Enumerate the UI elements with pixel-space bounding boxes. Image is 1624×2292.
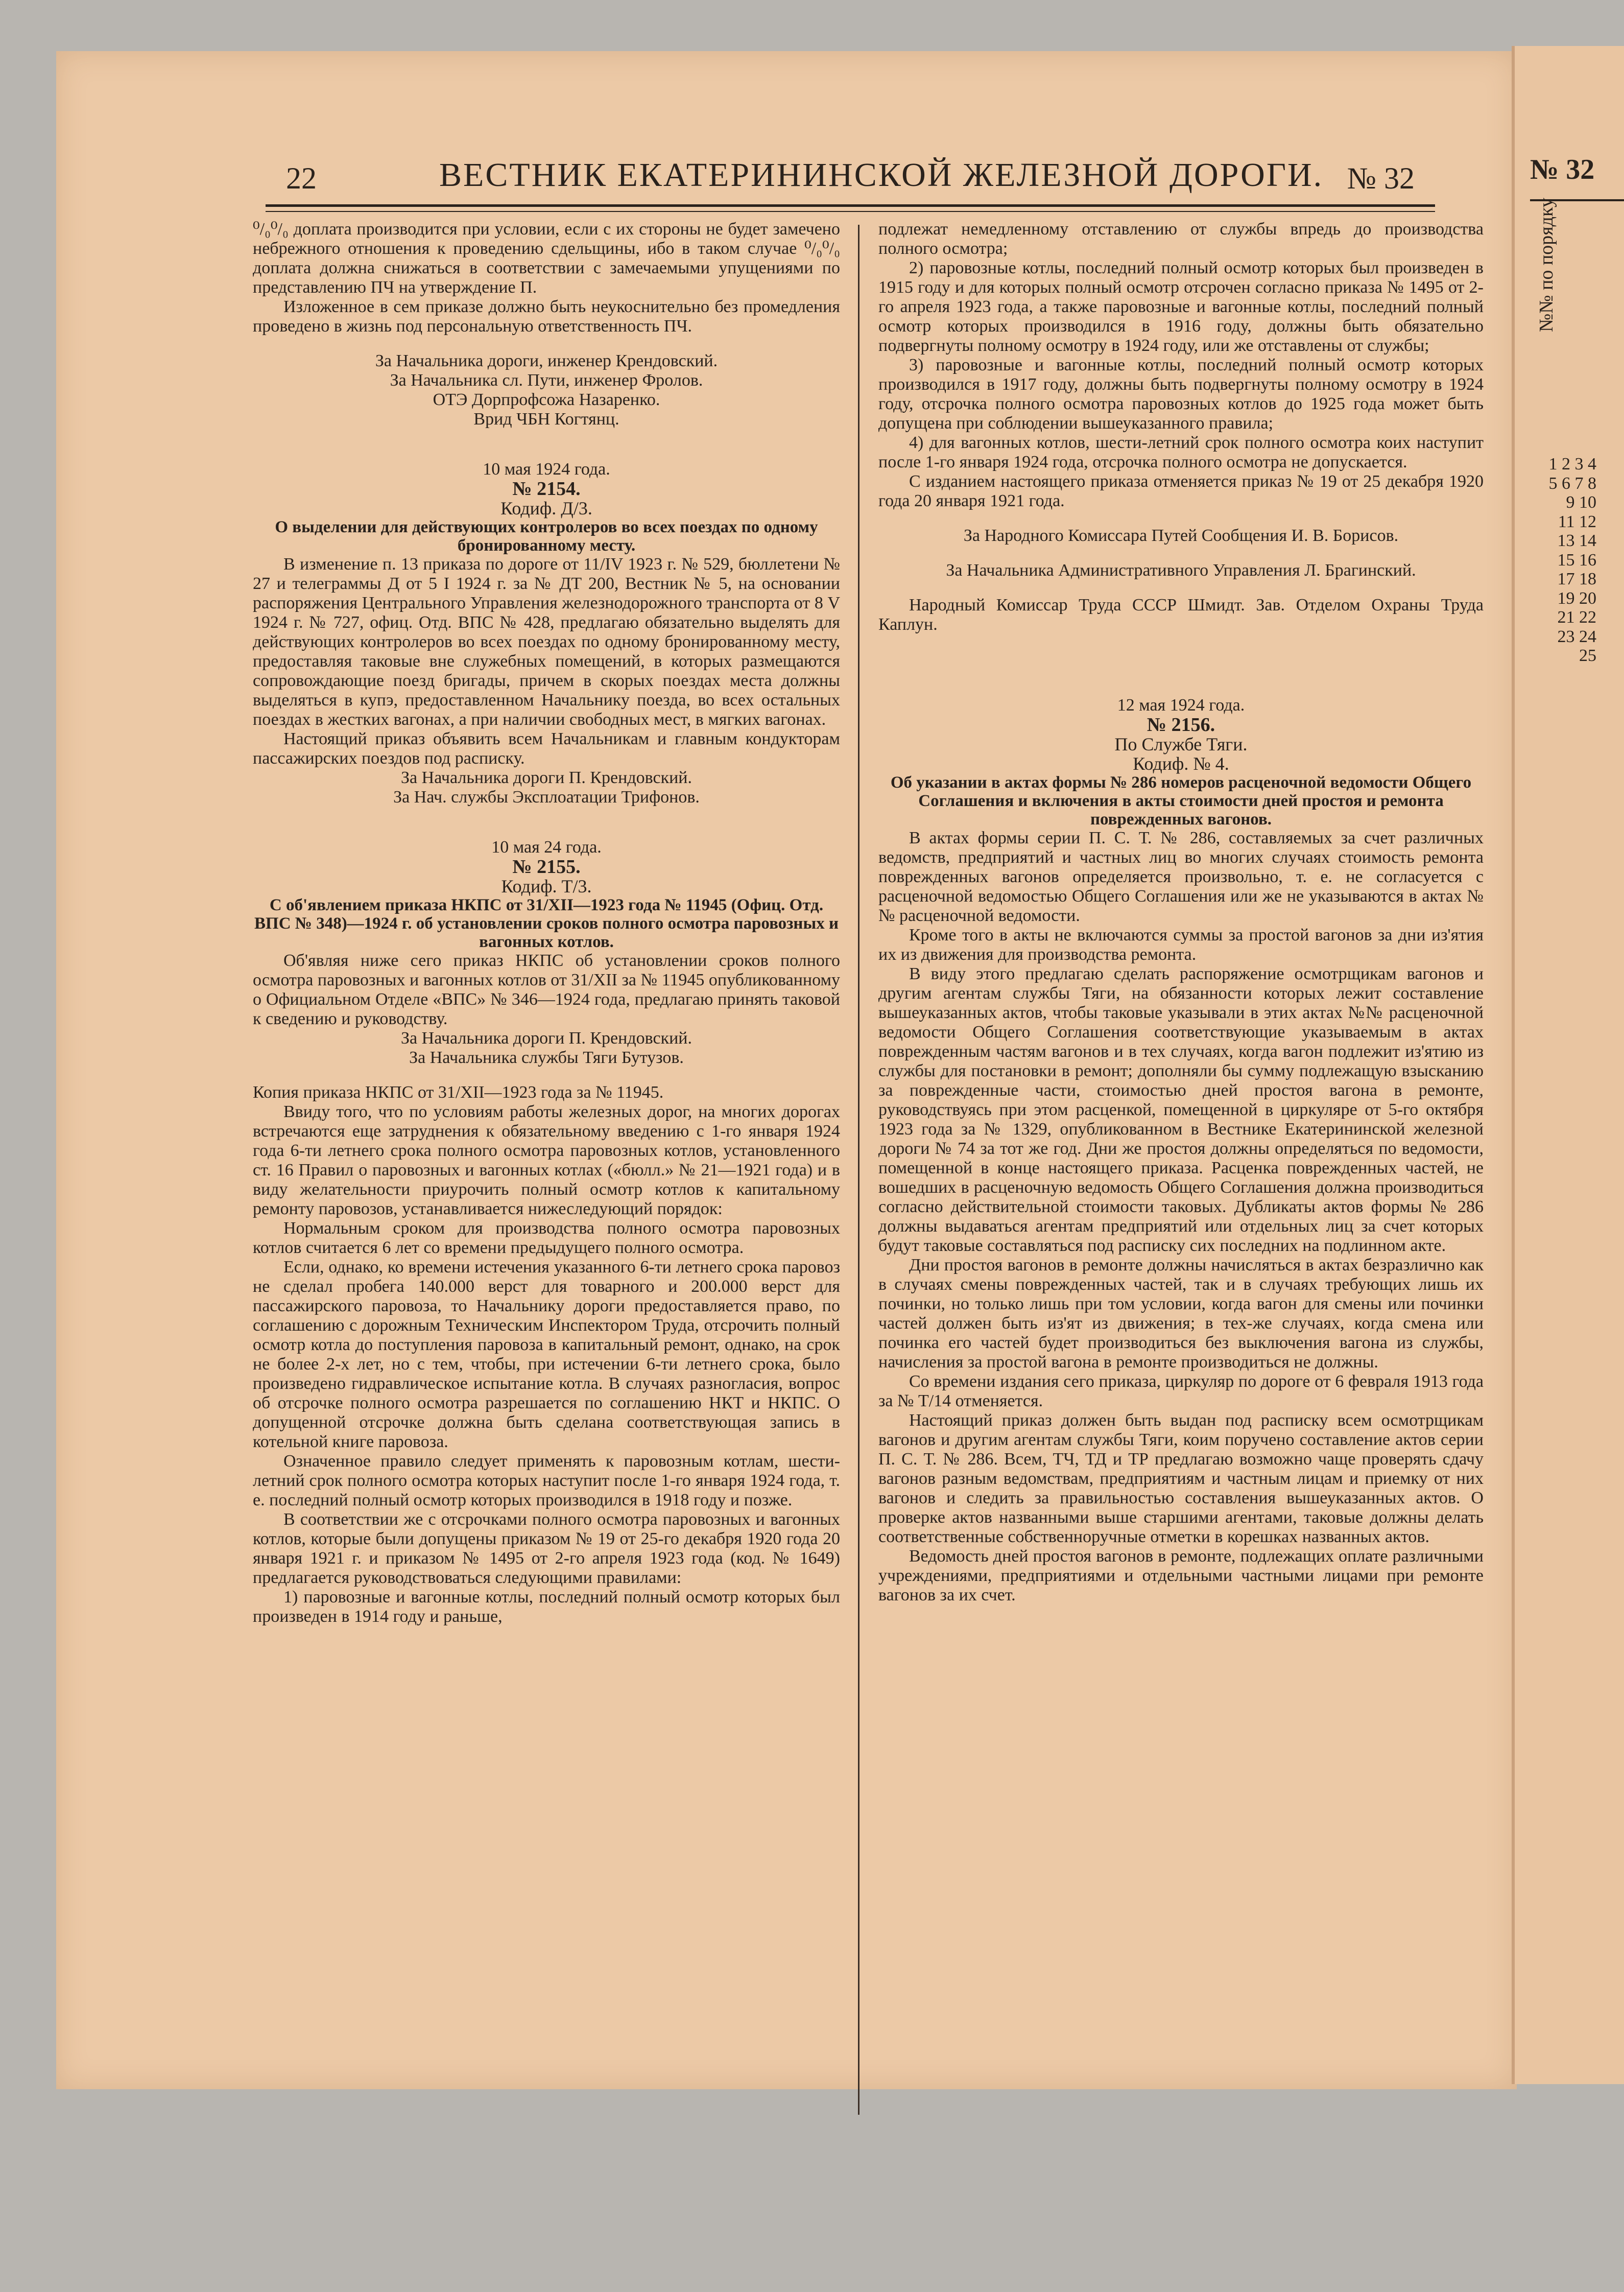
order-heading: О выделении для действующих контролеров во всех поездах по одному бронированному месту. [275,518,818,555]
paragraph: Нормальным сроком для производства полного осмотра паровозных котлов считается 6 лет со времени предыдущего полного осмотра. [253,1219,840,1257]
signature: За Начальника дороги П. Крендовский. [401,768,692,787]
order-number: № 2154. [512,478,581,500]
signature: За Начальника дороги, инженер Крендовский. [375,351,718,370]
paragraph: Если, однако, ко времени истечения указанного 6-ти летнего срока паровоз не сделал пробега 140.000 верст для товарного и 200.000 верст для пассажирского паровоза, то Начальнику дороги предоставляется право, по соглашению с дорожным Техническим Инспектором Труда, отсрочить полный осмотр котла до поступления паровоза в капитальный ремонт, однако, на срок не более 2-х лет, но с тем, чтобы, при истечении 6-ти летнего срока, было произведено гидравлическое испытание котла. В случаях разногласия, вопрос об отсрочке полного осмотра разрешается по соглашению НКТ и НКПС. О допущенной отсрочке должна быть сделана соответствующая запись в котельной книге паровоза. [253,1258,840,1451]
page-title: ВЕСТНИК ЕКАТЕРИНИНСКОЙ ЖЕЛЕЗНОЙ ДОРОГИ. [439,156,1324,194]
order-heading: С об'явлением приказа НКПС от 31/XII—1923 года № 11945 (Офиц. Отд. ВПС № 348)—1924 г. об установлении сроков полного осмотра паровозных и вагонных котлов. [254,896,839,951]
signature: За Начальника службы Тяги Бутузов. [409,1048,684,1067]
adjacent-page-fragment [1512,46,1624,2084]
paragraph: Настоящий приказ должен быть выдан под расписку всем осмотрщикам вагонов и другим агентам службы Тяги, коим поручено составление актов серии П. С. Т. № 286. Всем, ТЧ, ТД и ТР предлагаю возможно чаще проверять сдачу вагонов разным ведомствам, предприятиям и частным лицам и приемку от них вагонов и следить за правильностью составления вышеуказанных актов. О проверке актов названными выше старшими агентами, таковые должны делать соответственные собственноручные отметки в корешках названных актов. [878,1411,1484,1546]
paragraph: Об'являя ниже сего приказ НКПС об установлении сроков полного осмотра паровозных и вагонных котлов от 31/XII за № 11945 опубликованному о Официальном Отделе «ВПС» № 346—1924 года, предлагаю принять таковой к сведению и руководству. [253,951,840,1028]
order-date: 10 мая 1924 года. [483,460,610,479]
paragraph: Со времени издания сего приказа, циркуляр по дороге от 6 февраля 1913 года за № Т/14 отменяется. [878,1372,1484,1410]
paragraph: Изложенное в сем приказе должно быть неукоснительно без промедления проведено в жизнь под персональную ответственность ПЧ. [253,297,840,336]
header-rule [266,204,1435,212]
order-codification: Кодиф. Д/3. [500,498,592,518]
paragraph: 4) для вагонных котлов, шести-летний срок полного осмотра коих наступит после 1-го января 1924 года, отсрочка полного осмотра не допускается. [878,433,1484,471]
signature: Народный Комиссар Труда СССР Шмидт. Зав. Отделом Охраны Труда Каплун. [878,596,1484,634]
signature: ОТЭ Дорпрофсожа Назаренко. [433,390,660,409]
paragraph: Ввиду того, что по условиям работы железных дорог, на многих дорогах встречаются еще затруднения к обязательному введению с 1-го января 1924 года 6-ти летнего срока полного осмотра паровозных котлов, установленного ст. 16 Правил о паровозных и вагонных котлах («бюлл.» № 21—1921 года) и в виду желательности приурочить полный осмотр котлов к капитальному ремонту паровозов, устанавливается нижеследующий порядок: [253,1102,840,1218]
signature: За Начальника сл. Пути, инженер Фролов. [390,371,703,390]
signature: За Начальника дороги П. Крендовский. [401,1029,692,1048]
paragraph: 1) паровозные и вагонные котлы, последний полный осмотр которых был произведен в 1914 году и раньше, [253,1588,840,1626]
adjacent-issue-number: № 32 [1530,154,1595,185]
right-column [878,220,1484,1605]
issue-number: № 32 [1347,161,1415,195]
paragraph: 2) паровозные котлы, последний полный осмотр которых был произведен в 1915 году и для которых полный осмотр отсрочен согласно приказа № 1495 от 2-го апреля 1923 года, а также паровозные и вагонные котлы, последний полный осмотр которых производился в 1916 году, должны быть обязательно подвергнуты полному осмотру в 1924 году, или же отставлены от службы; [878,258,1484,355]
signature: За Начальника Административного Управления Л. Брагинский. [946,561,1416,580]
order-heading: Об указании в актах формы № 286 номеров расценочной ведомости Общего Соглашения и включения в акты стоимости дней простоя и ремонта поврежденных вагонов. [890,773,1472,829]
paragraph: Ведомость дней простоя вагонов в ремонте, подлежащих оплате различными учреждениями, предприятиями и отдельными частными лицами при ремонте вагонов за их счет. [878,1547,1484,1604]
paragraph: В изменение п. 13 приказа по дороге от 11/IV 1923 г. № 529, бюллетени № 27 и телеграммы Д от 5 I 1924 г. за № ДТ 200, Вестник № 5, на основании распоряжения Центрального Управления железнодорожного транспорта от 8 V 1924 г. № 727, офиц. Отд. ВПС № 428, предлагаю обязательно выделять для действующих контролеров во всех поездах по одному бронированному месту, предоставляя таковые вне служебных помещений, в которых размещаются сопровождающие поезд бригады, причем в скорых поездах места должны выделяться в купэ, предоставленном Начальнику поезда, во всех остальных поездах в жестких вагонах, а при наличии свободных мест, в мягких вагонах. [253,555,840,729]
column-divider [858,225,859,2115]
paragraph: В соответствии же с отсрочками полного осмотра паровозных и вагонных котлов, которые были допущены приказом № 19 от 25-го декабря 1920 года 20 января 1921 г. и приказом № 1495 от 2-го апреля 1923 года (код. № 1649) предлагается руководствоваться следующими правилами: [253,1510,840,1587]
paragraph: Настоящий приказ объявить всем Начальникам и главным кондукторам пассажирских поездов под расписку. [253,729,840,768]
paragraph: 3) паровозные и вагонные котлы, последний полный осмотр которых производился в 1917 году, должны быть подвергнуты полному осмотру в 1924 году, отсрочка полного осмотра паровозных котлов до 1925 года может быть допущена при соблюдении вышеуказанного правила; [878,356,1484,433]
adjacent-column-header: №№ по порядку [1536,198,1557,332]
paragraph: В актах формы серии П. С. Т. № 286, составляемых за счет различных ведомств, предприятий и частных лиц во многих случаях стоимость ремонта поврежденных вагонов определяется произвольно, т. е. не согласуется с расценочной ведомостью Общего Соглашения или же не указываются в актах №№ расценочной ведомости. [878,829,1484,925]
signature: Врид ЧБН Когтянц. [473,410,619,429]
order-department: По Службе Тяги. [1114,734,1248,754]
order-number: № 2156. [1147,714,1215,736]
adjacent-row-numbers: 1 2 3 4 5 6 7 8 9 10 11 12 13 14 15 16 17 18 19 20 21 22 23 24 25 [1548,455,1596,665]
signature: За Нач. службы Эксплоатации Трифонов. [393,788,700,807]
paragraph: В виду этого предлагаю сделать распоряжение осмотрщикам вагонов и другим агентам службы Тяги, на обязанности которых лежит составление вышеуказанных актов, чтобы таковые указывали в этих актах №№ расценочной ведомости Общего Соглашения соответствующие указываемым в актах поврежденным частям вагонов и в тех случаях, когда вагон подлежит из'ятию из службы для постановки в ремонт; дополняли бы сумму подлежащую взысканию за поврежденные части, стоимостью дней простоя вагона в ремонте, руководствуясь при этом расценкой, помещенной в циркуляре от 5-го октября 1923 года за № 1329, опубликованном в Вестнике Екатерининской железной дороги № 74 за тот же год. Дни же простоя должны определяться по ведомости, помещенной в конце настоящего приказа. Расценка поврежденных частей, не вошедших в расценочную ведомость Общего Соглашения должна производиться согласно действительной стоимости таковых. Дубликаты актов формы № 286 должны выдаваться агентам предприятий или отдельных лиц за счет которых будут таковые составляться под расписку сих последних на подлинном акте. [878,964,1484,1255]
paragraph: Дни простоя вагонов в ремонте должны начисляться в актах безразлично как в случаях смены поврежденных частей, так и в случаях требующих лишь их починки, но только лишь при том условии, когда вагон для смены или починки частей должен быть из'ят из движения; в тех-же случаях, когда смена или починка его частей будет производиться без выключения вагона из службы, начисления за простой вагона в ремонте производиться не должны. [878,1256,1484,1372]
paragraph: ⁰/₀⁰/₀ доплата производится при условии, если с их стороны не будет замечено небрежного отношения к проведению сдельщины, ибо в таком случае ⁰/₀⁰/₀ доплата должна снижаться в соответствии с замечаемыми упущениями по представлению ПЧ на утверждение П. [253,220,840,297]
paragraph: С изданием настоящего приказа отменяется приказ № 19 от 25 декабря 1920 года 20 января 1921 года. [878,472,1484,510]
paragraph: Кроме того в акты не включаются суммы за простой вагонов за дни из'ятия их из движения для производства ремонта. [878,926,1484,964]
order-codification: Кодиф. Т/3. [501,876,592,896]
order-date: 10 мая 24 года. [491,838,602,857]
paragraph: подлежат немедленному отставлению от службы впредь до производства полного осмотра; [878,220,1484,258]
page-number: 22 [286,161,317,195]
paragraph: Означенное правило следует применять к паровозным котлам, шести-летний срок полного осмотра которых наступит после 1-го января 1924 года, т. е. последний полный осмотр которых производился в 1918 году и позже. [253,1452,840,1509]
page-header [266,156,1481,212]
order-codification: Кодиф. № 4. [1133,753,1229,774]
signature: За Народного Комиссара Путей Сообщения И. В. Борисов. [963,526,1399,545]
order-date: 12 мая 1924 года. [1117,696,1245,715]
left-column [253,220,840,1626]
copy-heading: Копия приказа НКПС от 31/XII—1923 года за № 11945. [253,1083,664,1102]
order-number: № 2155. [512,856,581,878]
